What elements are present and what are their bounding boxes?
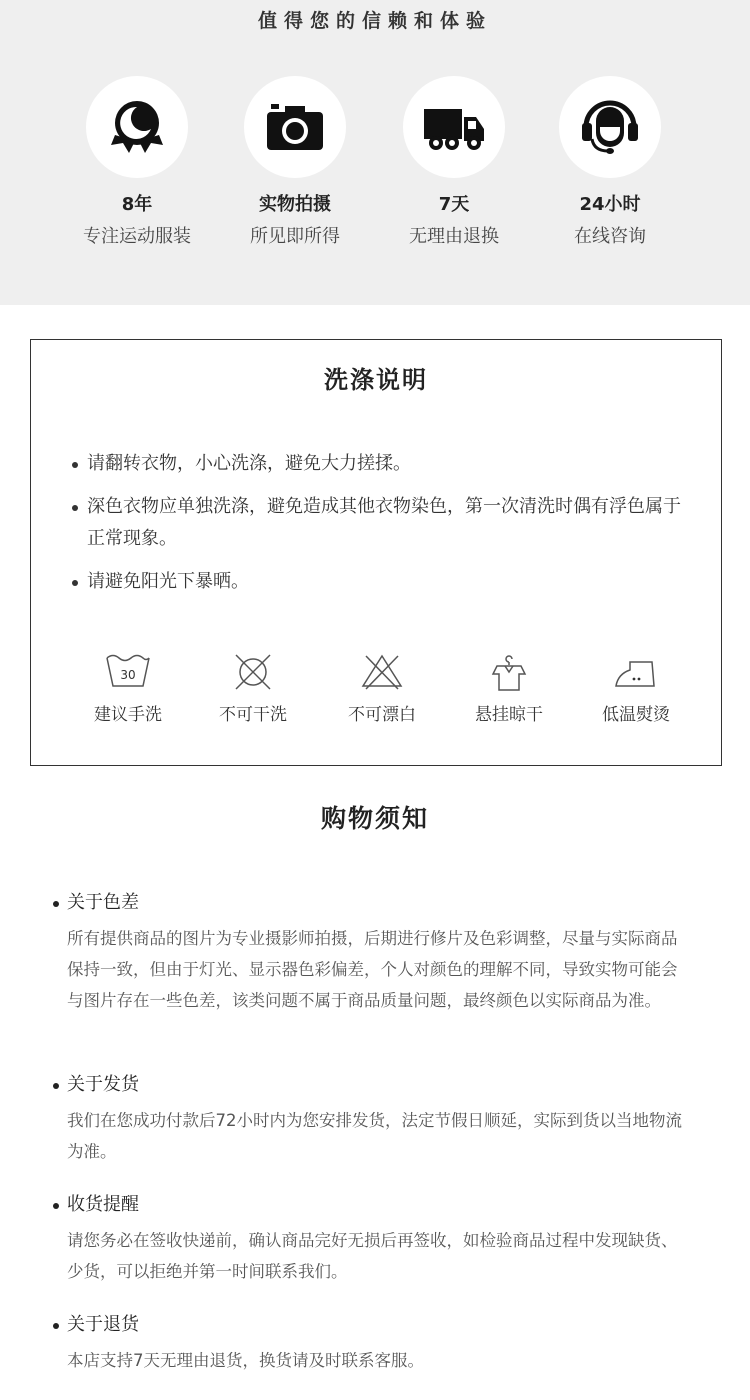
notice-item-receipt: [52, 1191, 682, 1287]
notice-body: 我们在您成功付款后72小时内为您安排发货，法定节假日顺延，实际到货以当地物流为准。: [67, 1111, 682, 1161]
svg-text:30: 30: [120, 668, 136, 682]
wash-symbol-label: 不可漂白: [348, 705, 416, 725]
wash-symbol-label: 建议手洗: [94, 705, 162, 725]
feature-circle: [86, 76, 188, 178]
truck-icon: [424, 97, 486, 157]
notice-heading: 收货提醒: [52, 1191, 682, 1219]
feature-experience: [57, 76, 217, 248]
trust-section: [0, 0, 750, 305]
wash-symbol-no-bleach: [322, 652, 442, 725]
camera-icon: [265, 97, 325, 157]
care-instruction: 深色衣物应单独洗涤，避免造成其他衣物染色，第一次清洗时偶有浮色属于正常现象。: [71, 491, 691, 555]
wash-symbol-hang-dry: [449, 652, 569, 725]
feature-subtitle: 专注运动服装: [83, 226, 191, 247]
notice-body: 所有提供商品的图片为专业摄影师拍摄，后期进行修片及色彩调整，尽量与实际商品保持一致，但由于灯光、显示器色彩偏差，个人对颜色的理解不同，导致实物可能会与图片存在一些色差，该类问题不属于商品质量问题，最终颜色以实际商品为准。: [67, 929, 678, 1010]
notice-heading: 关于发货: [52, 1071, 682, 1099]
care-instructions: [71, 448, 691, 609]
feature-circle: [559, 76, 661, 178]
feature-real-photo: [215, 76, 375, 248]
notice-item-color: [52, 889, 682, 1016]
feature-return: [374, 76, 534, 248]
trust-title: 值得您的信赖和体验: [257, 10, 492, 32]
notice-body: 本店支持7天无理由退货，换货请及时联系客服。: [67, 1351, 424, 1370]
hang-dry-icon: [485, 652, 533, 692]
notice-title: 购物须知: [320, 804, 429, 833]
notice-item-shipping: [52, 1071, 682, 1167]
care-section: [30, 339, 722, 766]
feature-title: 8年: [121, 194, 153, 215]
feature-circle: [244, 76, 346, 178]
headset-icon: [580, 97, 640, 157]
care-title: 洗涤说明: [324, 366, 428, 394]
feature-subtitle: 在线咨询: [574, 226, 646, 247]
wash-symbol-hand-wash: [68, 652, 188, 725]
notice-item-returns: [52, 1311, 682, 1376]
no-bleach-icon: [358, 652, 406, 692]
feature-title: 24小时: [579, 194, 641, 215]
wash-symbol-label: 悬挂晾干: [475, 705, 543, 725]
wash-symbol-no-dry-clean: [193, 652, 313, 725]
care-instruction: 请避免阳光下暴晒。: [71, 566, 691, 598]
wash-symbol-label: 低温熨烫: [602, 705, 670, 725]
wash-symbol-low-iron: [576, 652, 696, 725]
wash-symbol-label: 不可干洗: [219, 705, 287, 725]
feature-title: 7天: [438, 194, 470, 215]
no-dry-clean-icon: [229, 652, 277, 692]
care-instruction: 请翻转衣物，小心洗涤，避免大力搓揉。: [71, 448, 691, 480]
notice-heading: 关于色差: [52, 889, 682, 917]
feature-subtitle: 无理由退换: [409, 226, 499, 247]
notice-body: 请您务必在签收快递前，确认商品完好无损后再签收，如检验商品过程中发现缺货、少货，可以拒绝并第一时间联系我们。: [67, 1231, 678, 1281]
feature-circle: [403, 76, 505, 178]
low-iron-icon: [612, 652, 660, 692]
wash-symbols: [31, 652, 721, 742]
hand-wash-30-icon: [104, 652, 152, 692]
feature-subtitle: 所见即所得: [250, 226, 340, 247]
medal-icon: [107, 97, 167, 157]
notice-heading: 关于退货: [52, 1311, 682, 1339]
feature-title: 实物拍摄: [259, 194, 331, 215]
feature-support: [530, 76, 690, 248]
